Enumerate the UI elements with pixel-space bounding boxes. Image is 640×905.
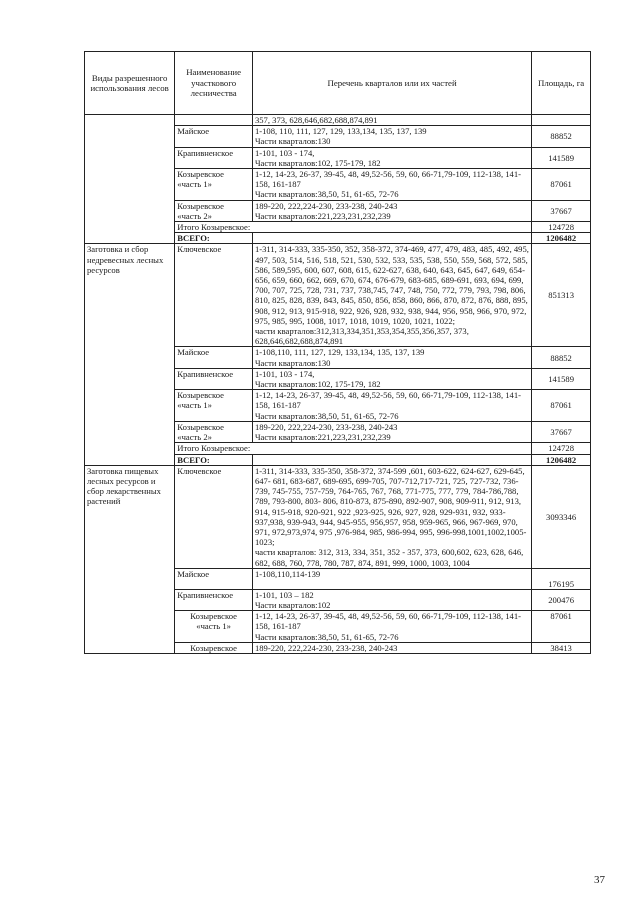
total-area: 1206482 <box>532 454 591 465</box>
subtotal-area: 124728 <box>532 222 591 233</box>
use-type-cell: Заготовка и сбор недревесных лесных ресурсов <box>85 244 175 465</box>
forestry-name-cell: Майское <box>175 568 253 589</box>
header-use-type: Виды разрешенного использования лесов <box>85 52 175 115</box>
total-empty <box>252 454 531 465</box>
quarters-cell: 357, 373, 628,646,682,688,874,891 <box>252 115 531 126</box>
quarters-cell: 1-108, 110, 111, 127, 129, 133,134, 135, 137, 139 Части кварталов:130 <box>252 126 531 147</box>
quarters-cell: 1-101, 103 - 174, Части кварталов:102, 175-179, 182 <box>252 147 531 168</box>
forestry-name-cell: Крапивненское <box>175 147 253 168</box>
forestry-name-cell: Козыревское «часть 2» <box>175 421 253 442</box>
quarters-cell: 189-220, 222,224-230, 233-238, 240-243 Части кварталов:221,223,231,232,239 <box>252 200 531 221</box>
total-empty <box>252 233 531 244</box>
quarters-cell: 1-101, 103 – 182 Части кварталов:102 <box>252 589 531 610</box>
area-cell: 141589 <box>532 147 591 168</box>
forest-use-table <box>84 51 591 654</box>
forestry-name-cell: Майское <box>175 126 253 147</box>
subtotal-label: Итого Козыревское: <box>175 443 532 454</box>
area-cell: 176195 <box>532 568 591 589</box>
area-cell: 38413 <box>532 642 591 653</box>
area-cell: 3093346 <box>532 465 591 568</box>
forestry-name-cell: Козыревское «часть 1» <box>175 390 253 422</box>
forestry-name-cell: Козыревское <box>175 642 253 653</box>
quarters-cell: 189-220, 222,224-230, 233-238, 240-243 <box>252 642 531 653</box>
area-cell: 87061 <box>532 169 591 201</box>
use-type-cell: Заготовка пищевых лесных ресурсов и сбор лекарственных растений <box>85 465 175 653</box>
quarters-cell: 1-12, 14-23, 26-37, 39-45, 48, 49,52-56, 59, 60, 66-71,79-109, 112-138, 141-158, 161-187 Части кварталов:38,50, 51, 61-65, 72-76 <box>252 169 531 201</box>
total-label: ВСЕГО: <box>175 454 253 465</box>
page-number: 37 <box>594 874 605 886</box>
forestry-name-cell: Козыревское «часть 2» <box>175 200 253 221</box>
area-cell: 87061 <box>532 611 591 643</box>
forestry-name-cell: Ключевское <box>175 465 253 568</box>
area-cell: 851313 <box>532 244 591 347</box>
header-forestry-name: Наименование участкового лесничества <box>175 52 253 115</box>
quarters-cell: 1-101, 103 - 174, Части кварталов:102, 175-179, 182 <box>252 368 531 389</box>
quarters-cell: 1-108,110, 111, 127, 129, 133,134, 135, 137, 139 Части кварталов:130 <box>252 347 531 368</box>
subtotal-label: Итого Козыревское: <box>175 222 532 233</box>
subtotal-area: 124728 <box>532 443 591 454</box>
forestry-name-cell: Козыревское «часть 1» <box>175 169 253 201</box>
forestry-name-cell: Ключевское <box>175 244 253 347</box>
forestry-name-cell: Крапивненское <box>175 368 253 389</box>
quarters-cell: 189-220, 222,224-230, 233-238, 240-243 Части кварталов:221,223,231,232,239 <box>252 421 531 442</box>
area-cell: 88852 <box>532 347 591 368</box>
total-area: 1206482 <box>532 233 591 244</box>
forestry-name-cell <box>175 115 253 126</box>
forestry-name-cell: Козыревское «часть 1» <box>175 611 253 643</box>
header-area: Площадь, га <box>532 52 591 115</box>
use-type-cell <box>85 115 175 244</box>
area-cell: 87061 <box>532 390 591 422</box>
table-row <box>85 244 591 347</box>
header-quarters-list: Перечень кварталов или их частей <box>252 52 531 115</box>
area-cell: 37667 <box>532 200 591 221</box>
quarters-cell: 1-12, 14-23, 26-37, 39-45, 48, 49,52-56, 59, 60, 66-71,79-109, 112-138, 141-158, 161-187 Части кварталов:38,50, 51, 61-65, 72-76 <box>252 390 531 422</box>
forestry-name-cell: Крапивненское <box>175 589 253 610</box>
table-row <box>85 465 591 568</box>
forestry-name-cell: Майское <box>175 347 253 368</box>
area-cell <box>532 115 591 126</box>
area-cell: 37667 <box>532 421 591 442</box>
table-header-row <box>85 52 591 115</box>
quarters-cell: 1-108,110,114-139 <box>252 568 531 589</box>
quarters-cell: 1-311, 314-333, 335-350, 358-372, 374-599 ,601, 603-622, 624-627, 629-645, 647- 681, 683-687, 689-695, 699-705, 707-712,717-721, 725, 727-732, 736-739, 745-755, 757-759, 764-765, 767, 768, 771-775, 777, 779, 784-786,788, 789, 793-800, 803- 806, 810-873, 875-890, 892-907, 908, 909-911, 912, 913, 914, 915-918, 920-921, 922 ,923-925, 926, 927, 928, 929-931, 932, 933-937,938, 939-943, 944, 945-955, 956,957, 958, 959-965, 966, 967-969, 970, 971, 972,973,974, 975 ,976-984, 985, 986-994, 995, 996-998,1001,1002,1005-1023; части кварталов: 312, 313, 334, 351, 352 - 357, 373, 600,602, 623, 628, 646, 682, 688, 760, 778, 780, 787, 874, 891, 999, 1000, 1003, 1004 <box>252 465 531 568</box>
area-cell: 141589 <box>532 368 591 389</box>
quarters-cell: 1-12, 14-23, 26-37, 39-45, 48, 49,52-56, 59, 60, 66-71,79-109, 112-138, 141-158, 161-187 Части кварталов:38,50, 51, 61-65, 72-76 <box>252 611 531 643</box>
quarters-cell: 1-311, 314-333, 335-350, 352, 358-372, 374-469, 477, 479, 483, 485, 492, 495, 497, 503, 514, 516, 518, 521, 530, 532, 533, 535, 538, 550, 559, 568, 572, 585, 586, 589,595, 600, 607, 608, 615, 622-627, 638, 640, 643, 645, 647, 649, 654-656, 659, 660, 662, 669, 670, 674, 676-679, 683-685, 689-691, 693, 694, 699, 700, 707, 725, 728, 731, 737, 738,745, 747, 748, 750, 772, 779, 793, 798, 806, 810, 825, 828, 839, 843, 845, 850, 856, 858, 860, 866, 870, 872, 876, 888, 895, 908, 912, 913, 915-918, 922, 926, 928, 932, 938, 944, 956, 958, 966, 970, 972, 975, 985, 995, 1008, 1017, 1018, 1019, 1020, 1021, 1022; части кварталов:312,313,334,351,353,354,355,356,357, 373, 628,646,682,688,874,891 <box>252 244 531 347</box>
area-cell: 88852 <box>532 126 591 147</box>
table-row <box>85 115 591 126</box>
area-cell: 200476 <box>532 589 591 610</box>
document-page <box>84 51 591 654</box>
total-label: ВСЕГО: <box>175 233 253 244</box>
